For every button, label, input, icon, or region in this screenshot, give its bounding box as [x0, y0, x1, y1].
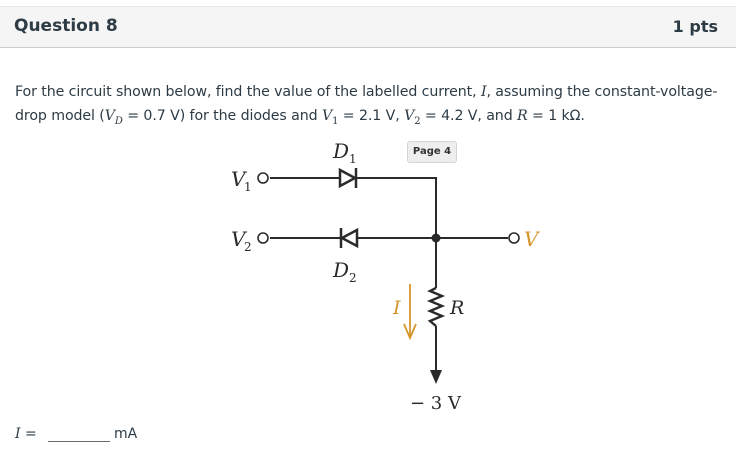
prompt-v1-sub: 1 [332, 115, 339, 127]
prompt-text-3: = 0.7 V) for the diodes and [122, 108, 322, 124]
v2-terminal [258, 233, 268, 243]
v1-terminal [258, 173, 268, 183]
v1-label: V [231, 167, 246, 191]
d1-label: D [333, 139, 350, 163]
prompt-vd-symbol: V [104, 108, 115, 124]
prompt-text-5: = 4.2 V, and [420, 108, 518, 124]
prompt-v2-symbol: V [404, 108, 415, 124]
answer-equals: = [20, 426, 37, 442]
current-label: I [393, 297, 401, 319]
prompt-current-symbol: I [480, 84, 487, 100]
answer-input[interactable] [48, 441, 110, 442]
prompt-v2-sub: 2 [414, 115, 421, 127]
current-arrow [404, 284, 416, 338]
supply-label: − 3 V [410, 393, 461, 414]
prompt-text-1: For the circuit shown below, find the value of the labelled current, [15, 84, 481, 100]
prompt-text-2: , assuming the constant-voltage-drop model ( [15, 84, 718, 124]
diode-d2 [341, 228, 357, 248]
v2-sub: 2 [244, 240, 252, 254]
question-title: Question 8 [14, 16, 118, 36]
d1-sub: 1 [349, 152, 357, 166]
answer-unit: mA [114, 426, 138, 442]
v1-sub: 1 [244, 180, 252, 194]
supply-arrow [430, 370, 442, 384]
prompt-vd-sub: D [114, 115, 123, 127]
prompt-v1-symbol: V [321, 108, 333, 124]
d2-sub: 2 [349, 271, 357, 285]
resistor-label: R [450, 297, 465, 319]
answer-symbol: I [15, 426, 21, 442]
junction-dot [432, 234, 441, 243]
diode-d1 [340, 168, 356, 188]
prompt-text-6: = 1 kΩ. [527, 108, 585, 124]
answer-label [15, 426, 37, 442]
v-out-terminal [509, 233, 519, 243]
v2-label: V [231, 227, 246, 251]
d2-label: D [333, 258, 350, 282]
prompt-text-4: = 2.1 V, [338, 108, 405, 124]
v-out-label: V [524, 227, 539, 251]
circuit-wires [270, 177, 508, 372]
question-points: 1 pts [672, 17, 718, 36]
page-badge: Page 4 [407, 141, 457, 163]
prompt-r-symbol: R [517, 108, 528, 124]
resistor-symbol [430, 288, 442, 326]
